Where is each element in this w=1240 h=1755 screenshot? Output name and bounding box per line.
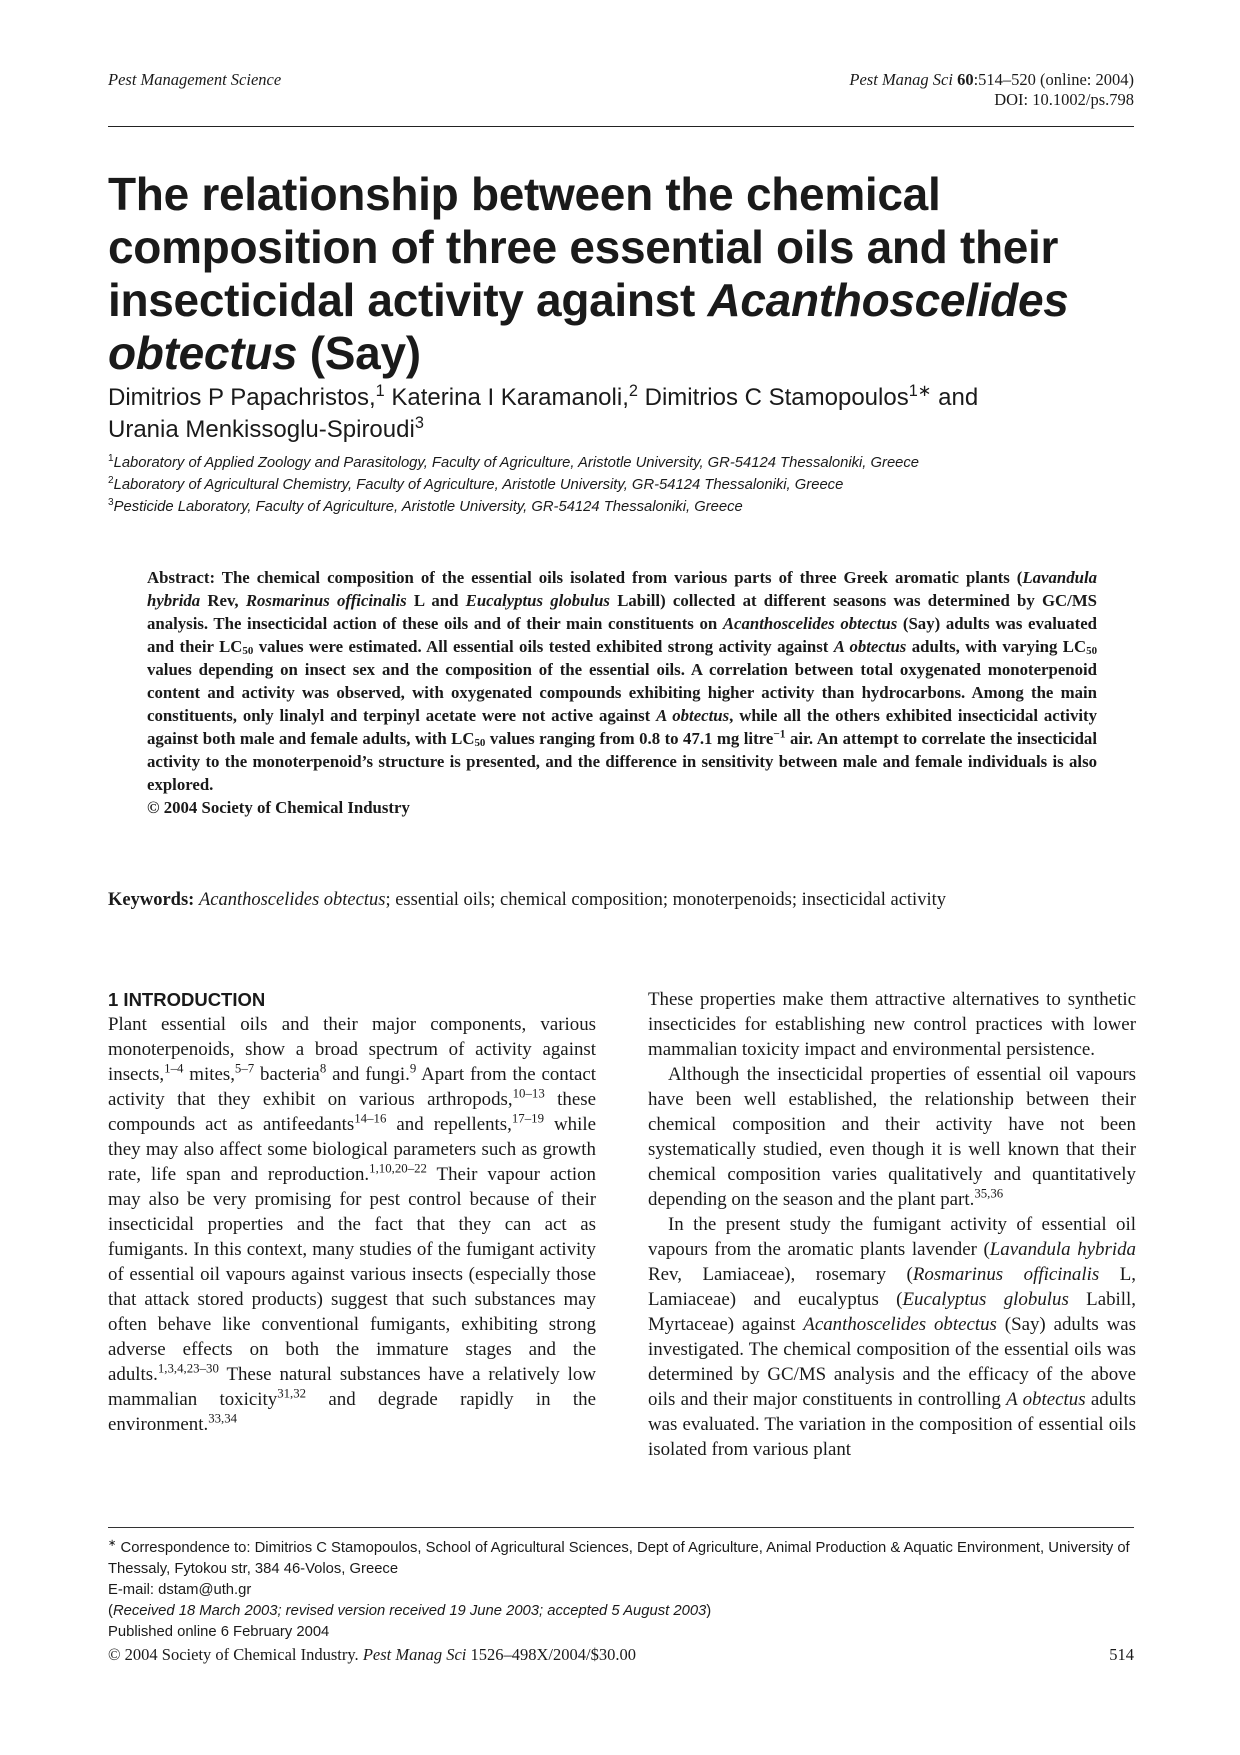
citation-ref[interactable]: 10–13 bbox=[512, 1086, 545, 1101]
body-text: and fungi. bbox=[326, 1064, 410, 1085]
abstract-text: values ranging from 0.8 to 47.1 mg litre bbox=[485, 729, 774, 748]
body-text: Apart from the contact activity that they exhibit on various arthropods, bbox=[108, 1064, 597, 1110]
body-text: Their vapour action may also be very promising for pest control because of their insecticidal properties and the fact that they can act as fumigants. In this context, many studies of the fumigant activity of essential oil vapours against various insects (especially those that attack stored products) suggest that such substances may often behave like conventional fumigants, exhibiting strong adverse effects on both the immature stages and the adults. bbox=[108, 1164, 596, 1385]
abstract-species: A obtectus bbox=[833, 637, 907, 656]
abstract-text: , while all the others exhibited insecticidal activity against both male and female adults, with LC bbox=[147, 706, 1097, 748]
affiliation-3 bbox=[108, 496, 1138, 518]
citation-journal: Pest Manag Sci bbox=[849, 70, 953, 89]
author-name: Urania Menkissoglu-Spiroudi bbox=[108, 416, 415, 443]
received-dates bbox=[108, 1601, 1136, 1622]
body-text: and degrade rapidly in the environment. bbox=[108, 1389, 596, 1435]
abstract-species: Eucalyptus globulus bbox=[465, 591, 610, 610]
author-affiliation-mark: 1 bbox=[375, 382, 385, 400]
footer-copyright: © 2004 Society of Chemical Industry. bbox=[108, 1645, 363, 1664]
affiliation-text: Pesticide Laboratory, Faculty of Agriculture, Aristotle University, GR-54124 Thessaloniki, Greece bbox=[113, 499, 743, 515]
abstract-species: Acanthoscelides obtectus bbox=[722, 614, 898, 633]
body-text: (Say) adults was investigated. The chemical composition of the essential oils was determined by GC/MS analysis and the efficacy of the above oils and their major constituents in controlling bbox=[648, 1314, 1137, 1410]
body-text: while they may also affect some biological parameters such as growth rate, life span and reproduction. bbox=[108, 1114, 596, 1185]
body-text: In the present study the fumigant activity of essential oil vapours from the aromatic plants lavender ( bbox=[648, 1214, 1136, 1260]
title-part-2: (Say) bbox=[297, 327, 421, 379]
abstract-text: Labill) collected at different seasons was determined by GC/MS analysis. The insecticidal action of these oils and of their main constituents on bbox=[147, 591, 1097, 633]
affiliations bbox=[108, 452, 1138, 518]
citation-ref[interactable]: 1,3,4,23–30 bbox=[157, 1361, 219, 1376]
footer-journal: Pest Manag Sci bbox=[362, 1645, 467, 1664]
affiliation-number: 3 bbox=[108, 497, 114, 509]
citation-ref[interactable]: 1,10,20–22 bbox=[369, 1161, 427, 1176]
abstract-copyright: © 2004 Society of Chemical Industry bbox=[147, 798, 410, 817]
abstract-text: adults, with varying LC bbox=[906, 637, 1087, 656]
body-species: Rosmarinus officinalis bbox=[912, 1264, 1100, 1285]
body-text: L, Lamiaceae) and eucalyptus ( bbox=[648, 1264, 1136, 1310]
paren: ) bbox=[706, 1603, 712, 1619]
citation-ref[interactable]: 1–4 bbox=[164, 1061, 184, 1076]
keywords-label: Keywords: bbox=[108, 890, 195, 910]
citation-block bbox=[849, 70, 1134, 110]
published-online: Published online 6 February 2004 bbox=[108, 1624, 330, 1640]
intro-paragraph-2 bbox=[648, 1062, 1136, 1212]
author-affiliation-mark: 1∗ bbox=[908, 382, 932, 400]
body-text: mites, bbox=[183, 1064, 235, 1085]
abstract-text: Rev, bbox=[200, 591, 246, 610]
intro-paragraph-1-continued bbox=[648, 987, 1136, 1062]
correspondence-email[interactable]: E-mail: dstam@uth.gr bbox=[108, 1582, 252, 1598]
body-text: Although the insecticidal properties of essential oil vapours have been well established, the relationship between their chemical composition and their activity have not been systematically studied, even though it is well known that their chemical composition varies qualitatively and quantitatively depending on the season and the plant part. bbox=[648, 1064, 1136, 1210]
footnote-divider bbox=[108, 1527, 1134, 1528]
correspondence-text: Correspondence to: Dimitrios C Stamopoulos, School of Agricultural Sciences, Dept of Agriculture, Animal Production & Aquatic Environment, University of Thessaly, Fytokou str, 384 46-Volos, Greece bbox=[108, 1540, 1130, 1577]
abstract-body bbox=[147, 566, 1097, 796]
affiliation-number: 2 bbox=[108, 475, 114, 487]
author-name: Dimitrios P Papachristos, bbox=[108, 384, 376, 411]
abstract-text: The chemical composition of the essential oils isolated from various parts of three Greek aromatic plants ( bbox=[215, 568, 1023, 587]
keywords-list: ; essential oils; chemical composition; monoterpenoids; insecticidal activity bbox=[385, 890, 946, 910]
correspondence-mark: ∗ bbox=[108, 1538, 117, 1550]
body-species: A obtectus bbox=[1006, 1389, 1086, 1410]
running-header bbox=[108, 68, 1134, 127]
body-text: and repellents, bbox=[386, 1114, 512, 1135]
citation-ref[interactable]: 14–16 bbox=[354, 1111, 387, 1126]
body-species: Acanthoscelides obtectus bbox=[803, 1314, 997, 1335]
citation-line bbox=[849, 70, 1134, 90]
body-column-right bbox=[648, 987, 1136, 1462]
author-affiliation-mark: 2 bbox=[628, 382, 638, 400]
body-text: bacteria bbox=[254, 1064, 320, 1085]
affiliation-text: Laboratory of Applied Zoology and Parasitology, Faculty of Agriculture, Aristotle University, GR-54124 Thessaloniki, Greece bbox=[113, 455, 920, 471]
abstract-species: A obtectus bbox=[656, 706, 730, 725]
citation-ref[interactable]: 35,36 bbox=[974, 1186, 1004, 1201]
abstract-text: (Say) adults was evaluated and their LC bbox=[147, 614, 1097, 656]
author-name: Katerina I Karamanoli, bbox=[391, 384, 629, 411]
author-affiliation-mark: 3 bbox=[414, 414, 424, 432]
received-text: Received 18 March 2003; revised version received 19 June 2003; accepted 5 August 2003 bbox=[112, 1603, 707, 1619]
abstract-species: Lavandula hybrida bbox=[147, 568, 1097, 610]
author-list bbox=[108, 382, 1138, 446]
citation-volume: 60 bbox=[957, 70, 974, 89]
paren: ( bbox=[108, 1603, 113, 1619]
body-text: These natural substances have a relatively low mammalian toxicity bbox=[108, 1364, 596, 1410]
citation-pages: :514–520 (online: 2004) bbox=[973, 70, 1134, 89]
article-title bbox=[108, 168, 1128, 380]
abstract-species: Rosmarinus officinalis bbox=[245, 591, 407, 610]
body-text: Plant essential oils and their major components, various monoterpenoids, show a broad spectrum of activity against insects, bbox=[108, 1014, 596, 1085]
journal-name: Pest Management Science bbox=[108, 70, 282, 89]
author-name: Dimitrios C Stamopoulos bbox=[644, 384, 909, 411]
body-column-left bbox=[108, 987, 596, 1437]
abstract-text: values depending on insect sex and the composition of the essential oils. A correlation between total oxygenated monoterpenoid content and activity was observed, with oxygenated compounds exhibiting higher activity than hydrocarbons. Among the main constituents, only linalyl and terpinyl acetate were not active against bbox=[147, 660, 1097, 725]
affiliation-1 bbox=[108, 452, 1138, 474]
abstract-label: Abstract: bbox=[147, 568, 216, 587]
doi[interactable]: DOI: 10.1002/ps.798 bbox=[994, 90, 1134, 109]
intro-paragraph-3 bbox=[648, 1212, 1136, 1462]
body-species: Lavandula hybrida bbox=[989, 1239, 1136, 1260]
page-footer bbox=[108, 1645, 1134, 1665]
section-heading-introduction: 1 INTRODUCTION bbox=[108, 989, 266, 1010]
citation-ref[interactable]: 8 bbox=[319, 1061, 327, 1076]
title-species: Acanthoscelides obtectus bbox=[108, 274, 1069, 379]
footer-issn: 1526–498X/2004/$30.00 bbox=[466, 1645, 636, 1664]
title-part-1: The relationship between the chemical composition of three essential oils and their insecticidal activity against bbox=[108, 168, 1059, 326]
affiliation-2 bbox=[108, 474, 1138, 496]
abstract-subscript: 50 bbox=[242, 645, 254, 658]
citation-ref[interactable]: 33,34 bbox=[208, 1411, 238, 1426]
abstract-text: L and bbox=[406, 591, 466, 610]
affiliation-text: Laboratory of Agricultural Chemistry, Faculty of Agriculture, Aristotle University, GR-54124 Thessaloniki, Greece bbox=[113, 477, 844, 493]
body-text: Labill, Myrtaceae) against bbox=[648, 1289, 1136, 1335]
citation-ref[interactable]: 17–19 bbox=[511, 1111, 544, 1126]
body-species: Eucalyptus globulus bbox=[902, 1289, 1069, 1310]
authors-and: and bbox=[938, 384, 979, 411]
body-text: these compounds act as antifeedants bbox=[108, 1089, 596, 1135]
affiliation-number: 1 bbox=[108, 453, 114, 465]
abstract-subscript: 50 bbox=[1086, 645, 1098, 658]
citation-ref[interactable]: 9 bbox=[409, 1061, 417, 1076]
abstract-subscript: 50 bbox=[474, 737, 486, 750]
footnotes bbox=[108, 1538, 1136, 1643]
keywords bbox=[108, 890, 1148, 911]
body-text: adults was evaluated. The variation in the composition of essential oils isolated from various plant bbox=[648, 1389, 1136, 1460]
citation-ref[interactable]: 5–7 bbox=[234, 1061, 255, 1076]
correspondence-note bbox=[108, 1538, 1136, 1580]
page-number: 514 bbox=[1109, 1645, 1134, 1664]
abstract bbox=[147, 566, 1097, 819]
abstract-text: values were estimated. All essential oils tested exhibited strong activity against bbox=[253, 637, 834, 656]
abstract-text: air. An attempt to correlate the insecticidal activity to the monoterpenoid’s structure is presented, and the difference in sensitivity between male and female individuals is also explored. bbox=[147, 729, 1097, 794]
citation-ref[interactable]: 31,32 bbox=[277, 1386, 307, 1401]
body-text: Rev, Lamiaceae), rosemary ( bbox=[648, 1264, 913, 1285]
abstract-superscript: −1 bbox=[773, 728, 786, 741]
intro-paragraph-1 bbox=[108, 1012, 596, 1437]
keyword-species: Acanthoscelides obtectus bbox=[198, 890, 386, 910]
body-text: These properties make them attractive alternatives to synthetic insecticides for establishing new control practices with lower mammalian toxicity impact and environmental persistence. bbox=[648, 989, 1136, 1060]
